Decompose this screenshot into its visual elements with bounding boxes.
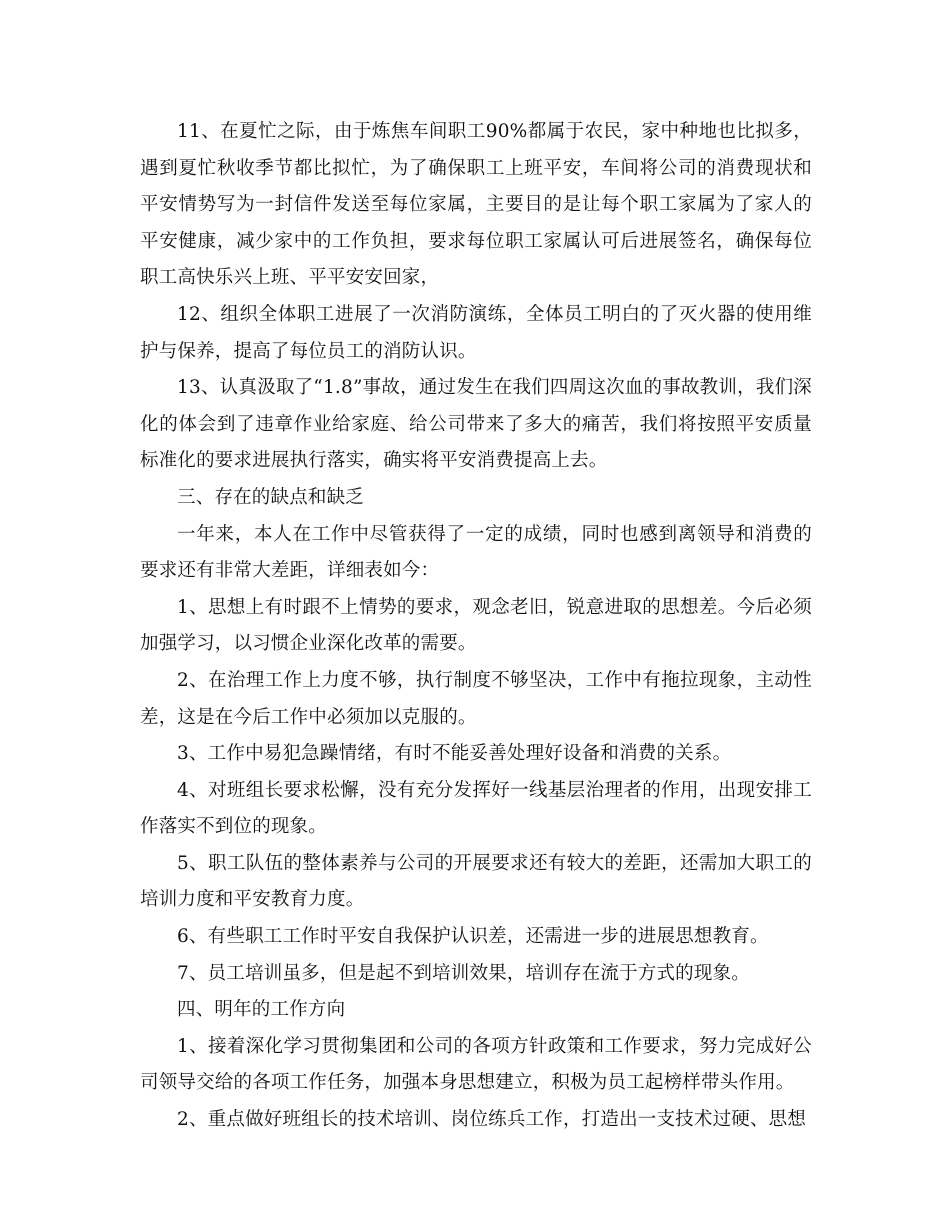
shortcoming-item-2: 2、在治理工作上力度不够，执行制度不够坚决，工作中有拖拉现象，主动性差，这是在今后工作中必须加以克服的。 [140, 669, 812, 728]
document-body [140, 114, 812, 1139]
shortcoming-item-1: 1、思想上有时跟不上情势的要求，观念老旧，锐意进取的思想差。今后必须加强学习，以习惯企业深化改革的需要。 [140, 596, 812, 655]
paragraph-item-11: 11、在夏忙之际，由于炼焦车间职工90%都属于农民，家中种地也比拟多，遇到夏忙秋收季节都比拟忙，为了确保职工上班平安，车间将公司的消费现状和平安情势写为一封信件发送至每位家属，主要目的是让每个职工家属为了家人的平安健康，减少家中的工作负担，要求每位职工家属认可后进展签名，确保每位职工高快乐兴上班、平平安安回家， [140, 121, 812, 289]
shortcoming-item-3: 3、工作中易犯急躁情绪，有时不能妥善处理好设备和消费的关系。 [177, 743, 732, 765]
plan-item-1: 1、接着深化学习贯彻集团和公司的各项方针政策和工作要求，努力完成好公司领导交给的各项工作任务，加强本身思想建立，积极为员工起榜样带头作用。 [140, 1035, 812, 1094]
section-heading-next-year: 四、明年的工作方向 [177, 999, 346, 1021]
paragraph-item-12: 12、组织全体职工进展了一次消防演练，全体员工明白的了灭火器的使用维护与保养，提高了每位员工的消防认识。 [140, 303, 812, 362]
paragraph-intro-shortcomings: 一年来，本人在工作中尽管获得了一定的成绩，同时也感到离领导和消费的要求还有非常大差距，详细表如今： [140, 523, 812, 582]
shortcoming-item-6: 6、有些职工工作时平安自我保护认识差，还需进一步的进展思想教育。 [177, 926, 769, 948]
shortcoming-item-7: 7、员工培训虽多，但是起不到培训效果，培训存在流于方式的现象。 [177, 962, 750, 984]
section-heading-shortcomings: 三、存在的缺点和缺乏 [177, 486, 365, 508]
paragraph-item-13: 13、认真汲取了“1.8”事故，通过发生在我们四周这次血的事故教训，我们深化的体会到了违章作业给家庭、给公司带来了多大的痛苦，我们将按照平安质量标准化的要求进展执行落实，确实将平安消费提高上去。 [140, 377, 812, 472]
plan-item-2: 2、重点做好班组长的技术培训、岗位练兵工作，打造出一支技术过硬、思想 [177, 1109, 807, 1131]
shortcoming-item-4: 4、对班组长要求松懈，没有充分发挥好一线基层治理者的作用，出现安排工作落实不到位的现象。 [140, 779, 812, 838]
shortcoming-item-5: 5、职工队伍的整体素养与公司的开展要求还有较大的差距，还需加大职工的培训力度和平安教育力度。 [140, 852, 812, 911]
